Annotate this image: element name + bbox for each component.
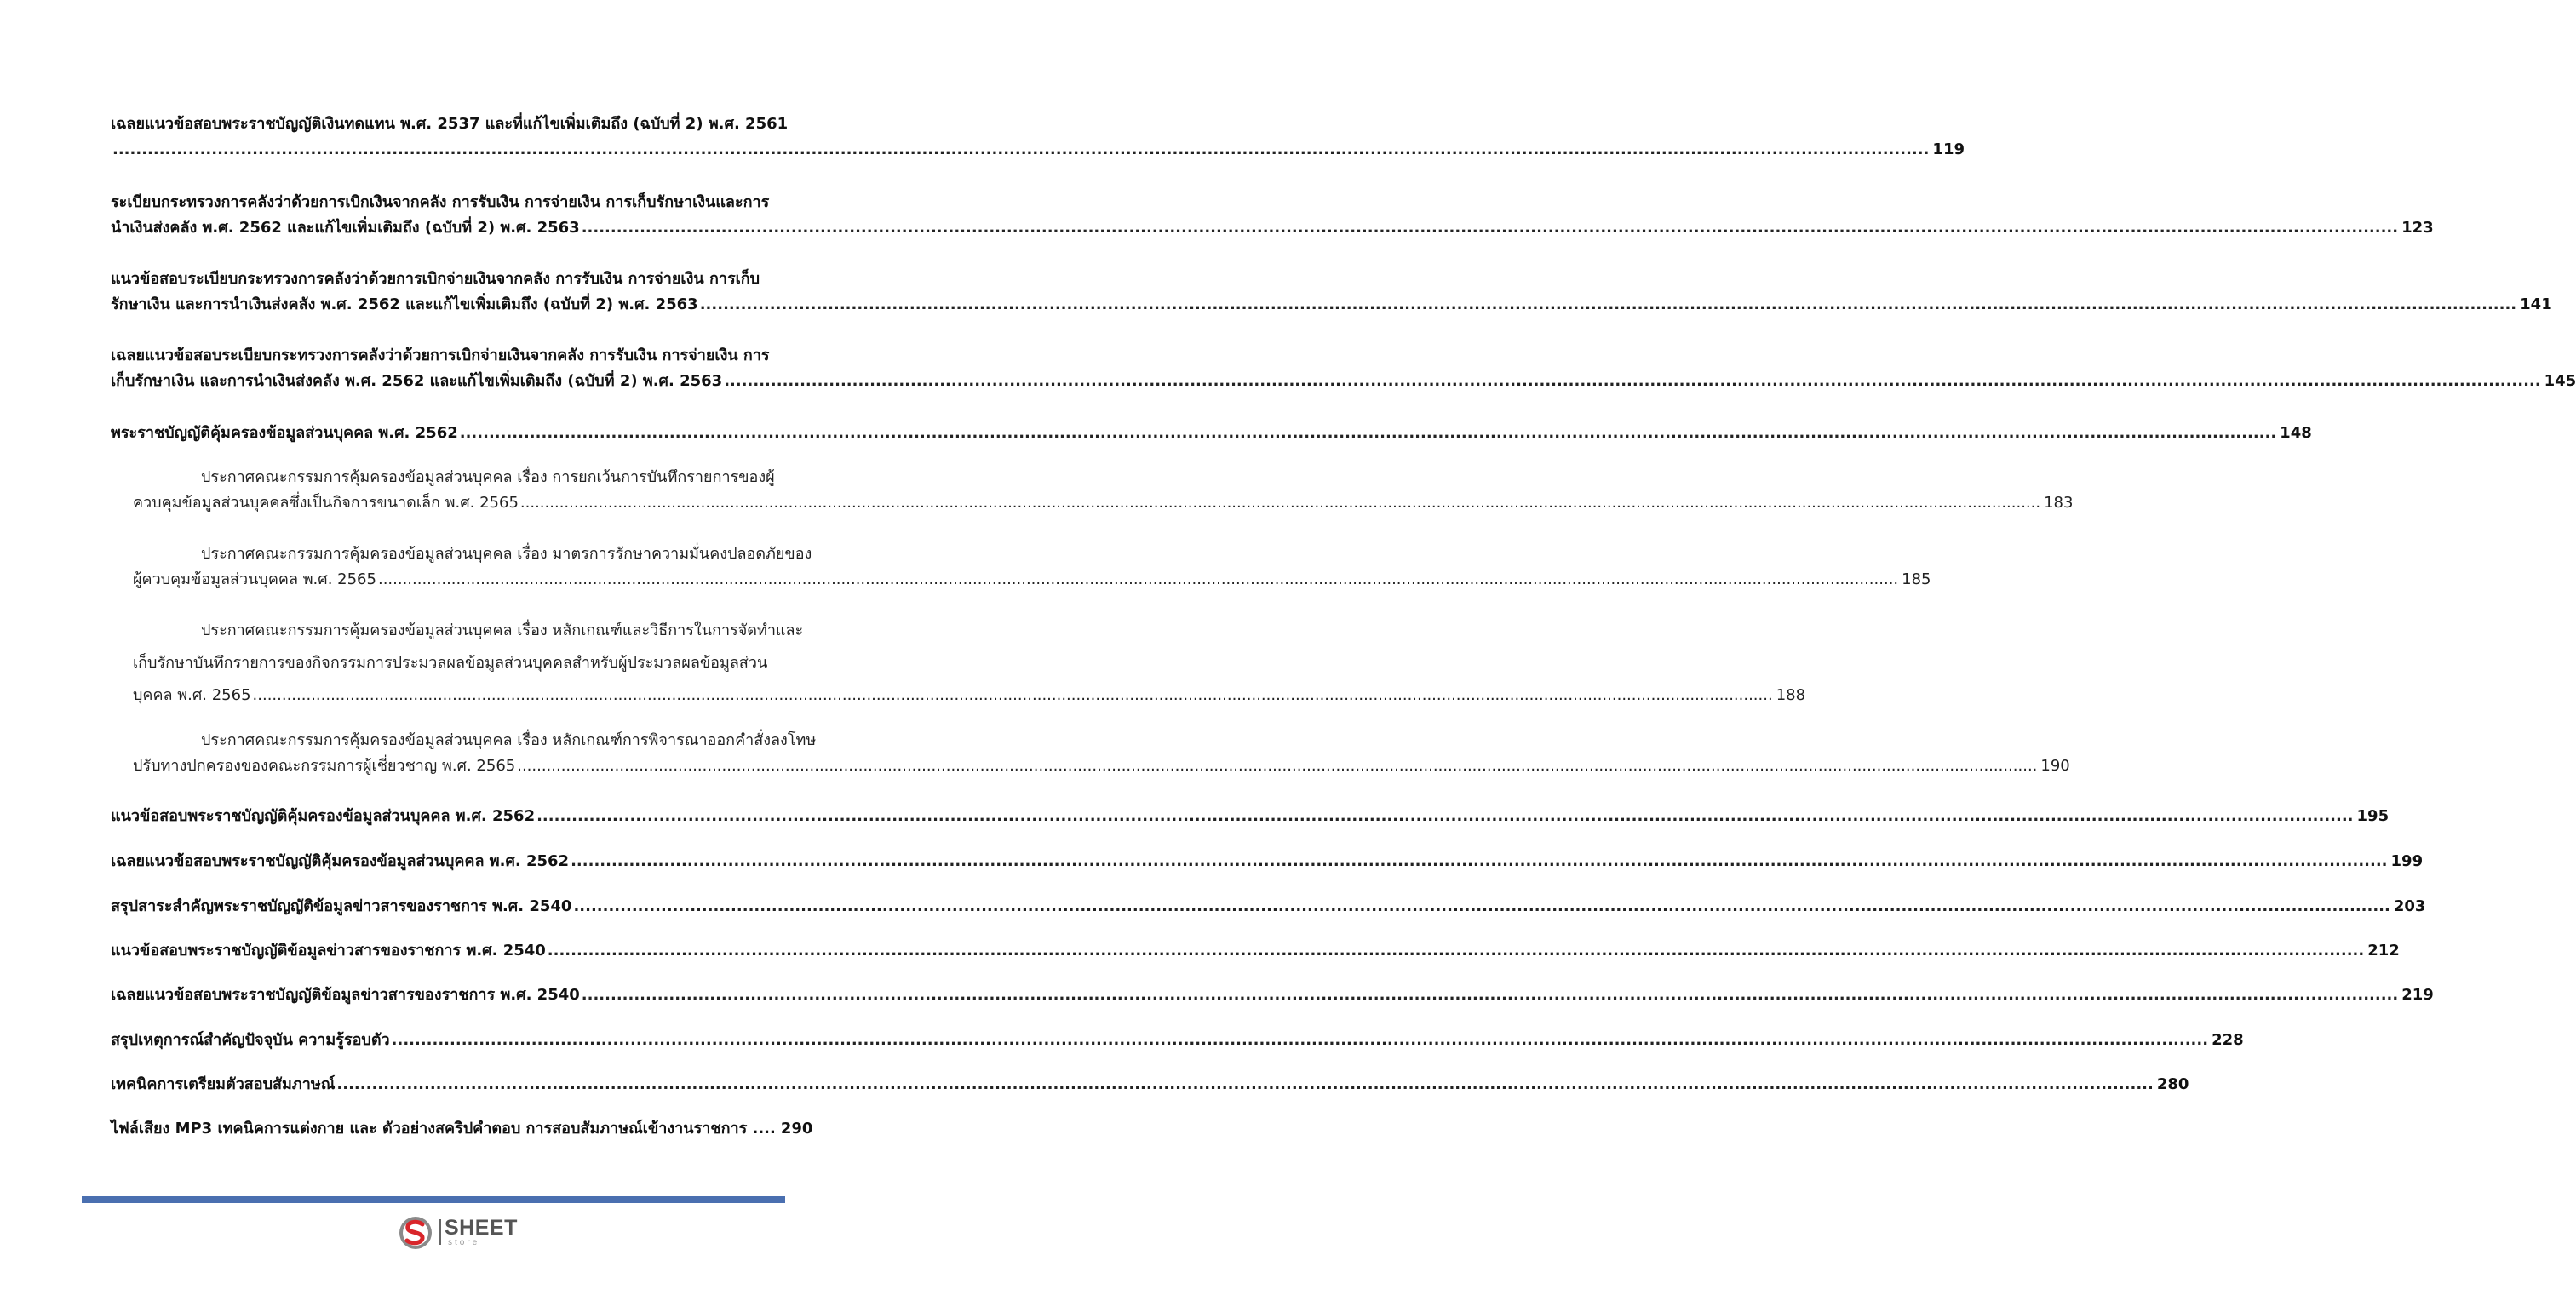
toc-entry[interactable] [111,112,1965,163]
toc-page-number: 199 [2390,852,2424,870]
leader-dots [336,1072,2153,1097]
toc-subentry[interactable] [133,728,2070,779]
toc-entry-title-last: แนวข้อสอบพระราชบัญญัติคุ้มครองข้อมูลส่วนบุคคล พ.ศ. 2562 [111,807,536,825]
toc-entry[interactable] [111,849,2424,874]
leader-dots [520,490,2040,516]
leader-dots [536,804,2353,829]
toc-entry-title-line: ประกาศคณะกรรมการคุ้มครองข้อมูลส่วนบุคคล เรื่อง มาตรการรักษาความมั่นคงปลอดภัยของ [201,545,812,563]
toc-entry-title-line: ประกาศคณะกรรมการคุ้มครองข้อมูลส่วนบุคคล เรื่อง การยกเว้นการบันทึกรายการของผู้ [201,468,775,486]
toc-entry-title-last: เฉลยแนวข้อสอบพระราชบัญญัติคุ้มครองข้อมูลส่วนบุคคล พ.ศ. 2562 [111,852,570,870]
toc-subentry[interactable] [133,618,1806,708]
toc-entry-title-last: พระราชบัญญัติคุ้มครองข้อมูลส่วนบุคคล พ.ศ. 2562 [111,424,458,442]
toc-entry[interactable] [111,804,2390,829]
leader-dots [460,421,2276,446]
toc-entry-title-last: เทคนิคการเตรียมตัวสอบสัมภาษณ์ [111,1075,336,1093]
toc-subentry[interactable] [133,465,2074,516]
logo-brand-subtext: store [448,1238,480,1247]
toc-entry-title-line: ประกาศคณะกรรมการคุ้มครองข้อมูลส่วนบุคคล เรื่อง หลักเกณฑ์และวิธีการในการจัดทำและ [201,622,804,639]
toc-entry-title-line: เฉลยแนวข้อสอบพระราชบัญญัติเงินทดแทน พ.ศ. 2537 และที่แก้ไขเพิ่มเติมถึง (ฉบับที่ 2) พ.ศ. 2561 [111,115,789,133]
toc-page-number: 280 [2156,1075,2189,1093]
toc-entry-title-line: ระเบียบกระทรวงการคลังว่าด้วยการเบิกเงินจากคลัง การรับเงิน การจ่ายเงิน การเก็บรักษาเงินและการ [111,193,770,211]
toc-page-number: 290 [780,1120,813,1137]
toc-entry-title-last: สรุปเหตุการณ์สำคัญปัจจุบัน ความรู้รอบตัว [111,1031,390,1049]
toc-entry[interactable] [111,1072,2189,1097]
toc-page-number: 148 [2280,424,2312,442]
toc-entry-title-last: ปรับทางปกครองของคณะกรรมการผู้เชี่ยวชาญ พ.ศ. 2565 [133,757,516,775]
leader-dots [724,369,2540,394]
leader-dots [253,683,1773,708]
toc-entry-title-last: บุคคล พ.ศ. 2565 [133,686,251,704]
toc-entry[interactable] [111,1116,813,1142]
toc-page-number: 123 [2401,219,2434,237]
toc-page-number: 145 [2544,372,2576,390]
toc-page-number: 141 [2520,295,2552,313]
toc-entry[interactable] [111,190,2434,241]
toc-entry-title-last: ควบคุมข้อมูลส่วนบุคคลซึ่งเป็นกิจการขนาดเล็ก พ.ศ. 2565 [133,494,519,512]
footer-rule [82,1196,785,1203]
leader-dots [392,1028,2208,1053]
toc-entry-title-line: ประกาศคณะกรรมการคุ้มครองข้อมูลส่วนบุคคล เรื่อง หลักเกณฑ์การพิจารณาออกคำสั่งลงโทษ [201,731,817,749]
toc-page-number: 212 [2367,942,2400,960]
toc-entry[interactable] [111,983,2434,1008]
sheet-store-logo [397,1214,525,1252]
leader-dots [582,215,2398,241]
leader-dots [112,137,1929,163]
leader-dots [571,849,2387,874]
leader-dots [517,754,2037,779]
toc-page-number: 219 [2401,986,2434,1004]
toc-page-number: 190 [2040,757,2070,775]
logo-divider [439,1219,441,1245]
toc-entry[interactable] [111,421,2312,446]
toc-entry[interactable] [111,938,2400,964]
toc-entry-title-line: เก็บรักษาบันทึกรายการของกิจกรรมการประมวลผลข้อมูลส่วนบุคคลสำหรับผู้ประมวลผลข้อมูลส่วน [133,654,768,672]
toc-page-number: 119 [1932,140,1965,158]
toc-entry-title-last: เก็บรักษาเงิน และการนำเงินส่งคลัง พ.ศ. 2562 และแก้ไขเพิ่มเติมถึง (ฉบับที่ 2) พ.ศ. 2563 [111,372,723,390]
toc-entry-title-last: สรุปสาระสำคัญพระราชบัญญัติข้อมูลข่าวสารของราชการ พ.ศ. 2540 [111,897,572,915]
toc-entry[interactable] [111,343,2576,394]
toc-entry-title-last: ผู้ควบคุมข้อมูลส่วนบุคคล พ.ศ. 2565 [133,570,376,588]
toc-page-number: 188 [1776,686,1806,704]
leader-dots [573,894,2390,920]
leader-dots [378,567,1898,593]
leader-dots [582,983,2398,1008]
leader-dots [548,938,2364,964]
toc-page-number: 228 [2212,1031,2244,1049]
toc-page-number: 203 [2393,897,2426,915]
toc-page-number: 183 [2044,494,2074,512]
toc-page-number: 195 [2356,807,2390,825]
toc-entry[interactable] [111,894,2426,920]
toc-entry-title-last: เฉลยแนวข้อสอบพระราชบัญญัติข้อมูลข่าวสารของราชการ พ.ศ. 2540 [111,986,580,1004]
sheet-s-icon [397,1214,434,1252]
toc-entry-title-last: แนวข้อสอบพระราชบัญญัติข้อมูลข่าวสารของราชการ พ.ศ. 2540 [111,942,546,960]
toc-entry-title-last: ไฟล์เสียง MP3 เทคนิคการแต่งกาย และ ตัวอย่างสคริปคำตอบ การสอบสัมภาษณ์เข้างานราชการ .... [111,1120,776,1137]
toc-page-number: 185 [1902,570,1931,588]
toc-entry-title-line: แนวข้อสอบระเบียบกระทรวงการคลังว่าด้วยการเบิกจ่ายเงินจากคลัง การรับเงิน การจ่ายเงิน การเก็บ [111,270,760,288]
toc-entry-title-last: รักษาเงิน และการนำเงินส่งคลัง พ.ศ. 2562 และแก้ไขเพิ่มเติมถึง (ฉบับที่ 2) พ.ศ. 2563 [111,295,698,313]
toc-entry-title-last: นำเงินส่งคลัง พ.ศ. 2562 และแก้ไขเพิ่มเติมถึง (ฉบับที่ 2) พ.ศ. 2563 [111,219,580,237]
logo-brand-text: SHEET [445,1216,518,1240]
toc-entry-title-line: เฉลยแนวข้อสอบระเบียบกระทรวงการคลังว่าด้วยการเบิกจ่ายเงินจากคลัง การรับเงิน การจ่ายเงิน การ [111,347,770,364]
toc-entry[interactable] [111,1028,2244,1053]
leader-dots [700,292,2516,318]
toc-subentry[interactable] [133,541,1931,593]
toc-entry[interactable] [111,266,2552,318]
